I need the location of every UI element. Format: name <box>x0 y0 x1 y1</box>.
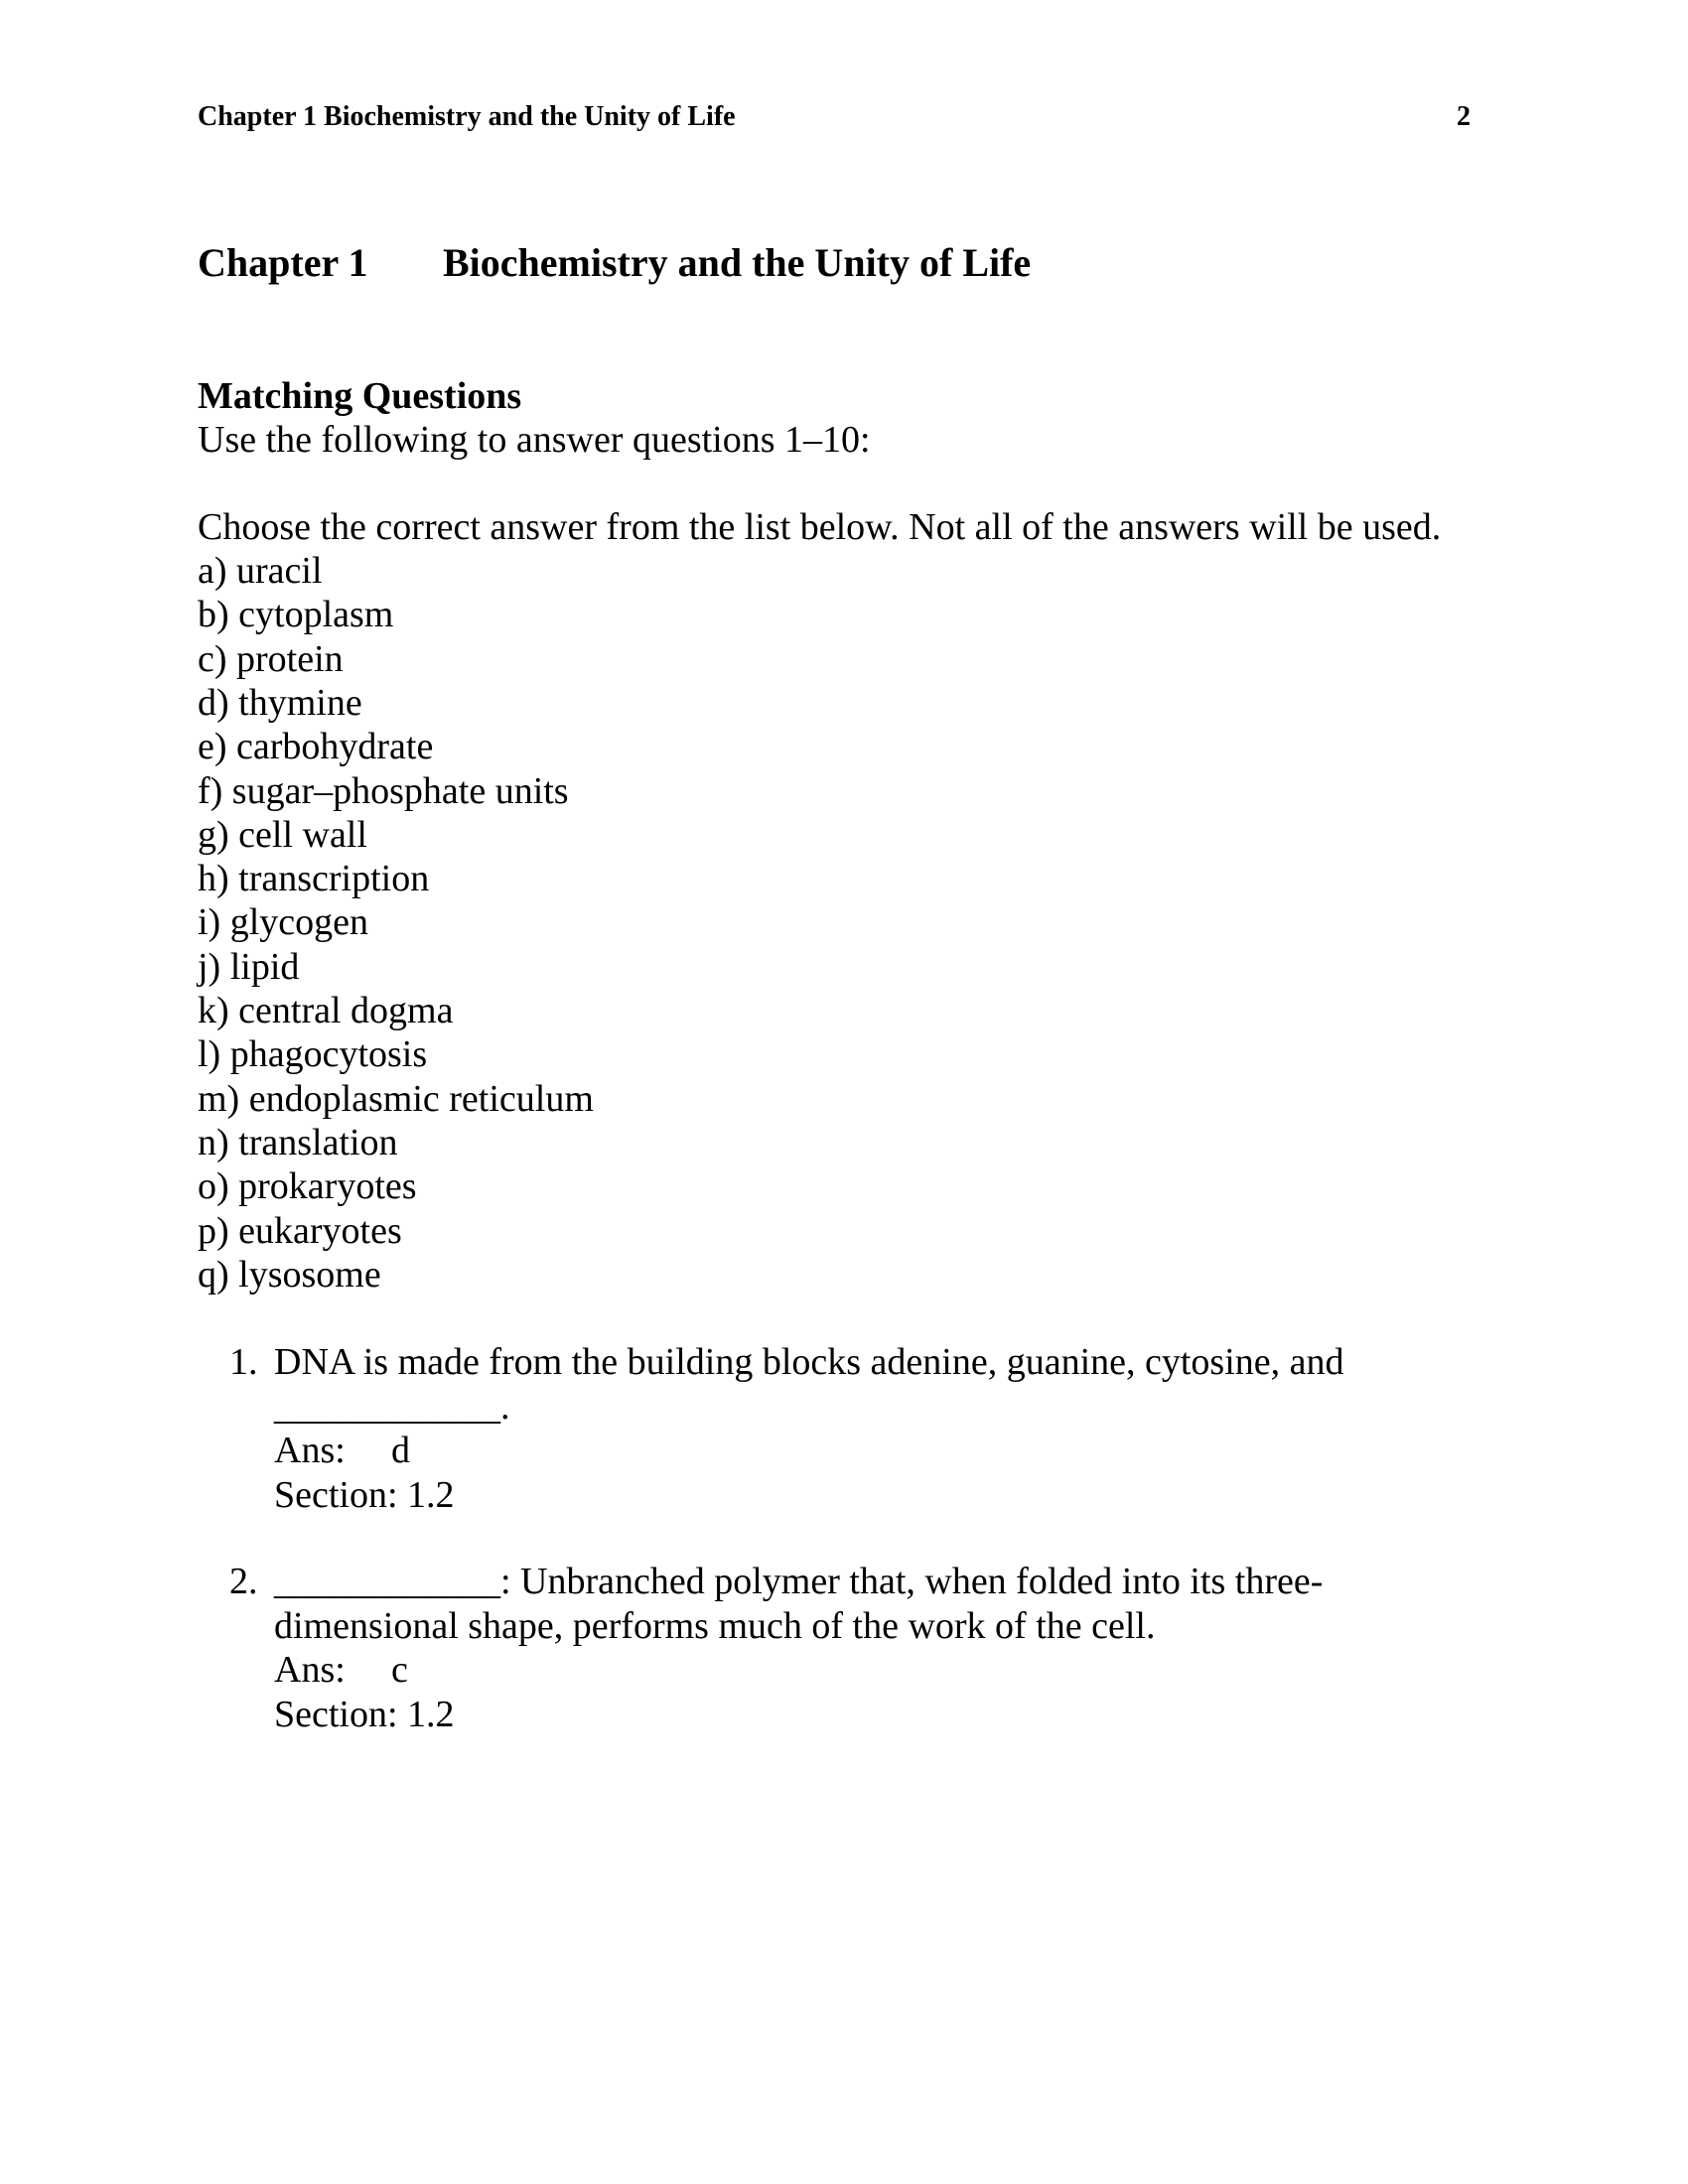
answer-option: c) protein <box>198 637 344 680</box>
answer-option: n) translation <box>198 1121 398 1163</box>
answer-option: p) eukaryotes <box>198 1209 402 1252</box>
question-text: ____________. <box>274 1386 510 1428</box>
question-number: 2. <box>229 1561 258 1602</box>
instructions-text: Choose the correct answer from the list below. Not all of the answers will be used. <box>198 506 1442 548</box>
answer-option: a) uracil <box>198 550 323 592</box>
answer-option: j) lipid <box>198 945 300 988</box>
answer-option: e) carbohydrate <box>198 726 434 768</box>
answer-label: Ans: <box>274 1430 346 1471</box>
section-ref: Section: 1.2 <box>274 1694 455 1735</box>
answer-option: o) prokaryotes <box>198 1165 417 1208</box>
page-number: 2 <box>1457 101 1471 132</box>
answer-option: m) endoplasmic reticulum <box>198 1077 594 1120</box>
section-ref: Section: 1.2 <box>274 1474 455 1516</box>
answer-value: d <box>391 1430 410 1471</box>
answer-option: h) transcription <box>198 858 430 900</box>
answer-value: c <box>391 1649 408 1691</box>
answer-option: k) central dogma <box>198 990 454 1031</box>
answer-option: l) phagocytosis <box>198 1033 428 1076</box>
question-number: 1. <box>229 1341 258 1383</box>
answer-label: Ans: <box>274 1649 346 1691</box>
answer-option: i) glycogen <box>198 901 369 944</box>
intro-text: Use the following to answer questions 1–10: <box>198 419 871 461</box>
question-text: DNA is made from the building blocks adenine, guanine, cytosine, and <box>274 1341 1344 1383</box>
answer-option: f) sugar–phosphate units <box>198 769 569 812</box>
running-header-title: Chapter 1 Biochemistry and the Unity of Life <box>198 101 736 132</box>
answer-option: g) cell wall <box>198 813 367 856</box>
question-text: ____________: Unbranched polymer that, when folded into its three- <box>274 1561 1324 1602</box>
section-heading: Matching Questions <box>198 375 522 417</box>
answer-option: b) cytoplasm <box>198 594 394 636</box>
answer-option: d) thymine <box>198 681 362 724</box>
chapter-number: Chapter 1 <box>198 240 368 285</box>
answer-option: q) lysosome <box>198 1253 381 1296</box>
question-text: dimensional shape, performs much of the work of the cell. <box>274 1605 1156 1647</box>
chapter-title: Biochemistry and the Unity of Life <box>443 240 1032 285</box>
